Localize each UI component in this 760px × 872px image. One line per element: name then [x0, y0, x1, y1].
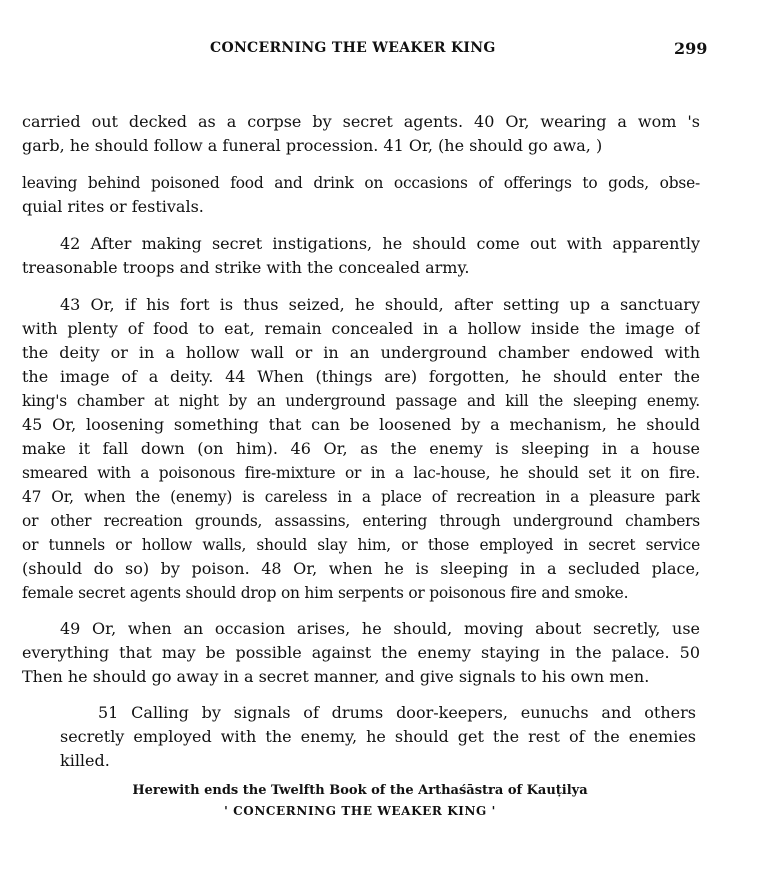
paragraph-verse-43-48	[22, 293, 700, 605]
text-line: with plenty of food to eat, remain concealed in a hollow inside the image of	[22, 319, 700, 338]
book-end-note: Herewith ends the Twelfth Book of the Arthaśāstra of Kauṭilya	[132, 783, 588, 798]
text-line: treasonable troops and strike with the concealed army.	[22, 258, 470, 277]
text-line: the deity or in a hollow wall or in an underground chamber endowed with	[22, 343, 700, 362]
book-title-note: ' CONCERNING THE WEAKER KING '	[224, 804, 496, 818]
page-number: 299	[674, 39, 708, 58]
text-line: 43 Or, if his fort is thus seized, he should, after setting up a sanctuary	[60, 295, 700, 314]
paragraph-verse-51	[60, 701, 696, 773]
text-line: garb, he should follow a funeral procession. 41 Or, (he should go awa, )	[22, 136, 603, 155]
text-line: quial rites or festivals.	[22, 197, 204, 216]
text-line: 45 Or, loosening something that can be loosened by a mechanism, he should	[22, 415, 700, 434]
text-line: 49 Or, when an occasion arises, he should, moving about secretly, use	[60, 619, 700, 638]
text-line: the image of a deity. 44 When (things are) forgotten, he should enter the	[22, 367, 700, 386]
text-line: leaving behind poisoned food and drink on occasions of offerings to gods, obse-	[22, 174, 700, 192]
paragraph-continuation	[22, 171, 700, 219]
text-line: 47 Or, when the (enemy) is careless in a place of recreation in a pleasure park	[22, 488, 700, 506]
text-line: or other recreation grounds, assassins, entering through underground chambers	[22, 512, 700, 530]
paragraph-verse-42	[22, 232, 700, 280]
text-line: female secret agents should drop on him serpents or poisonous fire and smoke.	[22, 584, 629, 602]
text-line: everything that may be possible against the enemy staying in the palace. 50	[22, 643, 700, 662]
text-line: or tunnels or hollow walls, should slay him, or those employed in secret service	[22, 536, 700, 554]
text-line: smeared with a poisonous fire-mixture or in a lac-house, he should set it on fire.	[22, 464, 700, 482]
text-line: king's chamber at night by an underground passage and kill the sleeping enemy.	[22, 392, 700, 410]
text-line: make it fall down (on him). 46 Or, as the enemy is sleeping in a house	[22, 439, 700, 458]
text-line: secretly employed with the enemy, he should get the rest of the enemies	[60, 727, 696, 746]
text-line: killed.	[60, 751, 110, 770]
text-line: 42 After making secret instigations, he should come out with apparently	[60, 234, 700, 253]
paragraph-verse-49-50	[22, 617, 700, 689]
running-title: CONCERNING THE WEAKER KING	[210, 40, 496, 56]
text-line: (should do so) by poison. 48 Or, when he is sleeping in a secluded place,	[22, 559, 700, 578]
text-line: 51 Calling by signals of drums door-keepers, eunuchs and others	[98, 703, 696, 722]
text-line: Then he should go away in a secret manner, and give signals to his own men.	[22, 667, 650, 686]
paragraph-verse-40-41	[22, 110, 700, 158]
text-line: carried out decked as a corpse by secret agents. 40 Or, wearing a wom 's	[22, 112, 700, 131]
